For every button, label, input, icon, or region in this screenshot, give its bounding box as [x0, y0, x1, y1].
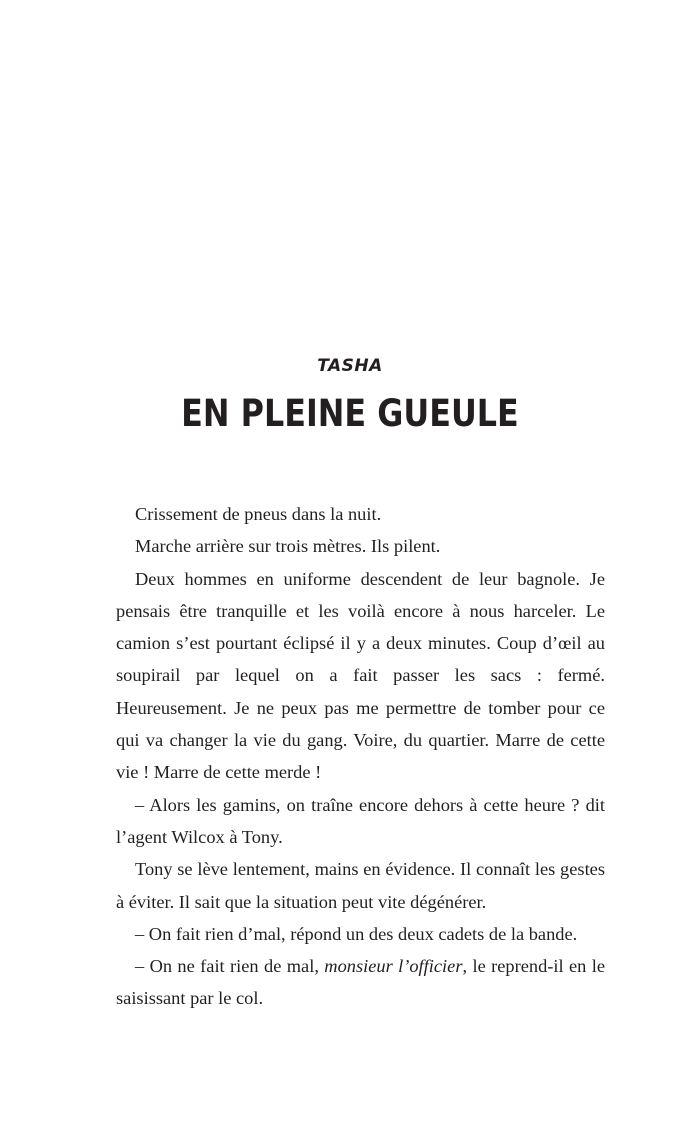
- dialogue-text: – On ne fait rien de mal,: [135, 956, 325, 977]
- dialogue-text: , le reprend-il en le saisissant par le col.: [116, 956, 605, 1009]
- chapter-label: TASHA: [317, 356, 383, 376]
- paragraph: Crissement de pneus dans la nuit.: [135, 504, 382, 524]
- paragraph: Tony se lève lentement, mains en évidence. Il connaît les gestes à éviter. Il sait que la situation peut vite dégénérer.: [116, 859, 605, 912]
- chapter-title: EN PLEINE GUEULE: [181, 392, 519, 435]
- paragraph: Deux hommes en uniforme descendent de leur bagnole. Je pensais être tranquille et les voilà encore à nous harceler. Le camion s’est pourtant éclipsé il y a deux minutes. Coup d’œil au soupirail par lequel on a fait passer les sacs : fermé. Heureusement. Je ne peux pas me permettre de tomber pour ce qui va changer la vie du gang. Voire, du quartier. Marre de cette vie ! Marre de cette merde !: [116, 568, 605, 783]
- emphasized-text: monsieur l’officier: [324, 956, 463, 977]
- paragraph: Marche arrière sur trois mètres. Ils pilent.: [135, 536, 441, 557]
- dialogue-paragraph: – On fait rien d’mal, répond un des deux cadets de la bande.: [135, 923, 578, 944]
- chapter-body: [116, 498, 605, 1015]
- dialogue-paragraph: – Alors les gamins, on traîne encore dehors à cette heure ? dit l’agent Wilcox à Tony.: [116, 794, 605, 847]
- dialogue-paragraph: [116, 950, 605, 1015]
